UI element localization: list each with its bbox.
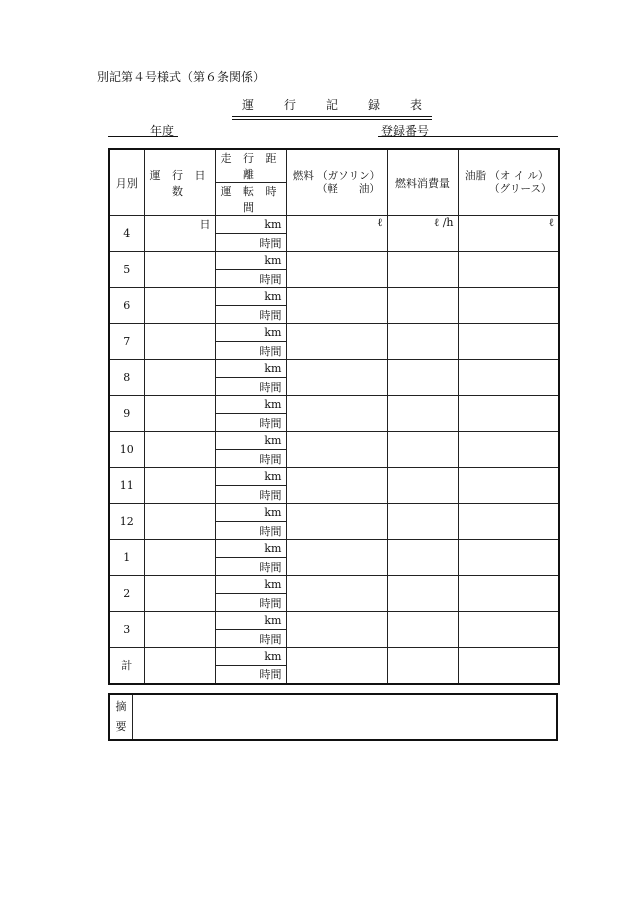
distance-cell[interactable] bbox=[215, 360, 286, 378]
days-cell[interactable] bbox=[144, 468, 215, 504]
days-cell[interactable] bbox=[144, 504, 215, 540]
days-cell[interactable] bbox=[144, 432, 215, 468]
time-cell[interactable] bbox=[215, 630, 286, 648]
header-distance: 走 行 距 離 bbox=[215, 149, 286, 183]
fuel-cell[interactable] bbox=[286, 612, 387, 648]
time-cell[interactable] bbox=[215, 378, 286, 396]
hours-unit: 時間 bbox=[259, 596, 282, 610]
memo-field[interactable] bbox=[133, 694, 558, 740]
fuel-cell[interactable] bbox=[286, 216, 387, 252]
consumption-cell[interactable] bbox=[387, 252, 458, 288]
month-label: 5 bbox=[109, 252, 144, 288]
hours-unit: 時間 bbox=[259, 380, 282, 394]
oil-cell[interactable] bbox=[458, 648, 559, 684]
time-cell[interactable] bbox=[215, 234, 286, 252]
days-cell[interactable] bbox=[144, 612, 215, 648]
fuel-cell[interactable] bbox=[286, 252, 387, 288]
consumption-cell[interactable] bbox=[387, 396, 458, 432]
km-unit: km bbox=[264, 290, 282, 303]
consumption-cell[interactable] bbox=[387, 648, 458, 684]
oil-cell[interactable] bbox=[458, 360, 559, 396]
header-time: 運 転 時 間 bbox=[215, 183, 286, 216]
header-days: 運 行 日 数 bbox=[144, 149, 215, 216]
hours-unit: 時間 bbox=[259, 272, 282, 286]
distance-cell[interactable] bbox=[215, 612, 286, 630]
km-unit: km bbox=[264, 218, 282, 231]
fiscal-year-field[interactable] bbox=[108, 122, 178, 137]
header-oil bbox=[458, 149, 559, 216]
registration-number-label: 登録番号 bbox=[381, 124, 430, 138]
header-fuel-line1: 燃料 （ガソリン） bbox=[292, 169, 381, 182]
fuel-cell[interactable] bbox=[286, 396, 387, 432]
oil-cell[interactable] bbox=[458, 612, 559, 648]
oil-liter-unit: ℓ bbox=[548, 216, 554, 229]
consumption-cell[interactable] bbox=[387, 432, 458, 468]
hours-unit: 時間 bbox=[259, 524, 282, 538]
month-label: 3 bbox=[109, 612, 144, 648]
distance-cell[interactable] bbox=[215, 468, 286, 486]
fuel-cell[interactable] bbox=[286, 504, 387, 540]
time-cell[interactable] bbox=[215, 342, 286, 360]
form-title bbox=[232, 96, 432, 120]
km-unit: km bbox=[264, 470, 282, 483]
consumption-cell[interactable] bbox=[387, 612, 458, 648]
fuel-cell[interactable] bbox=[286, 288, 387, 324]
days-cell[interactable] bbox=[144, 540, 215, 576]
month-label: 12 bbox=[109, 504, 144, 540]
distance-cell[interactable] bbox=[215, 648, 286, 666]
fuel-cell[interactable] bbox=[286, 468, 387, 504]
hours-unit: 時間 bbox=[259, 308, 282, 322]
memo-label: 摘 要 bbox=[109, 694, 133, 740]
km-unit: km bbox=[264, 650, 282, 663]
days-cell[interactable] bbox=[144, 360, 215, 396]
distance-cell[interactable] bbox=[215, 252, 286, 270]
title-char: 録 bbox=[367, 98, 380, 112]
memo-section bbox=[108, 693, 558, 741]
days-cell[interactable] bbox=[144, 252, 215, 288]
distance-cell[interactable] bbox=[215, 396, 286, 414]
consumption-cell[interactable] bbox=[387, 216, 458, 252]
time-cell[interactable] bbox=[215, 306, 286, 324]
day-unit: 日 bbox=[199, 218, 211, 231]
fiscal-year-label: 年度 bbox=[150, 124, 175, 138]
time-cell[interactable] bbox=[215, 270, 286, 288]
header-oil-line2: （グリース） bbox=[489, 182, 552, 195]
km-unit: km bbox=[264, 542, 282, 555]
time-cell[interactable] bbox=[215, 414, 286, 432]
distance-cell[interactable] bbox=[215, 324, 286, 342]
oil-cell[interactable] bbox=[458, 396, 559, 432]
fuel-cell[interactable] bbox=[286, 648, 387, 684]
month-label: 11 bbox=[109, 468, 144, 504]
fuel-cell[interactable] bbox=[286, 432, 387, 468]
month-label: 8 bbox=[109, 360, 144, 396]
distance-cell[interactable] bbox=[215, 504, 286, 522]
consumption-cell[interactable] bbox=[387, 324, 458, 360]
oil-cell[interactable] bbox=[458, 288, 559, 324]
consumption-cell[interactable] bbox=[387, 504, 458, 540]
time-cell[interactable] bbox=[215, 486, 286, 504]
time-cell[interactable] bbox=[215, 666, 286, 684]
month-label: 2 bbox=[109, 576, 144, 612]
month-label: 10 bbox=[109, 432, 144, 468]
km-unit: km bbox=[264, 434, 282, 447]
title-char: 行 bbox=[283, 98, 296, 112]
hours-unit: 時間 bbox=[259, 416, 282, 430]
liter-per-hour-unit: ℓ /h bbox=[433, 216, 454, 229]
km-unit: km bbox=[264, 506, 282, 519]
hours-unit: 時間 bbox=[259, 668, 282, 682]
oil-cell[interactable] bbox=[458, 576, 559, 612]
days-cell[interactable] bbox=[144, 288, 215, 324]
hours-unit: 時間 bbox=[259, 632, 282, 646]
consumption-cell[interactable] bbox=[387, 468, 458, 504]
time-cell[interactable] bbox=[215, 558, 286, 576]
km-unit: km bbox=[264, 578, 282, 591]
fuel-cell[interactable] bbox=[286, 576, 387, 612]
month-label: 計 bbox=[109, 648, 144, 684]
oil-cell[interactable] bbox=[458, 468, 559, 504]
time-cell[interactable] bbox=[215, 594, 286, 612]
consumption-cell[interactable] bbox=[387, 576, 458, 612]
month-label: 1 bbox=[109, 540, 144, 576]
form-caption: 別記第４号様式（第６条関係） bbox=[97, 70, 266, 84]
month-label: 4 bbox=[109, 216, 144, 252]
oil-cell[interactable] bbox=[458, 324, 559, 360]
km-unit: km bbox=[264, 326, 282, 339]
consumption-cell[interactable] bbox=[387, 540, 458, 576]
title-char: 表 bbox=[409, 98, 422, 112]
days-cell[interactable] bbox=[144, 576, 215, 612]
oil-cell[interactable] bbox=[458, 216, 559, 252]
days-cell[interactable] bbox=[144, 396, 215, 432]
header-fuel-line2: （軽 油） bbox=[316, 182, 380, 195]
oil-cell[interactable] bbox=[458, 504, 559, 540]
distance-cell[interactable] bbox=[215, 432, 286, 450]
distance-cell[interactable] bbox=[215, 288, 286, 306]
fuel-cell[interactable] bbox=[286, 324, 387, 360]
consumption-cell[interactable] bbox=[387, 288, 458, 324]
days-cell[interactable] bbox=[144, 648, 215, 684]
consumption-cell[interactable] bbox=[387, 360, 458, 396]
time-cell[interactable] bbox=[215, 522, 286, 540]
fuel-cell[interactable] bbox=[286, 540, 387, 576]
km-unit: km bbox=[264, 614, 282, 627]
days-cell[interactable] bbox=[144, 216, 215, 252]
hours-unit: 時間 bbox=[259, 344, 282, 358]
hours-unit: 時間 bbox=[259, 236, 282, 250]
hours-unit: 時間 bbox=[259, 560, 282, 574]
km-unit: km bbox=[264, 398, 282, 411]
title-char: 運 bbox=[242, 98, 255, 112]
month-label: 6 bbox=[109, 288, 144, 324]
title-char: 記 bbox=[325, 98, 338, 112]
operation-record-table bbox=[108, 148, 560, 685]
fuel-cell[interactable] bbox=[286, 360, 387, 396]
oil-cell[interactable] bbox=[458, 252, 559, 288]
oil-cell[interactable] bbox=[458, 540, 559, 576]
liter-unit: ℓ bbox=[377, 216, 383, 229]
km-unit: km bbox=[264, 362, 282, 375]
distance-cell[interactable] bbox=[215, 540, 286, 558]
header-oil-line1: 油脂 （オ イ ル） bbox=[465, 169, 549, 182]
days-cell[interactable] bbox=[144, 324, 215, 360]
hours-unit: 時間 bbox=[259, 452, 282, 466]
header-month: 月別 bbox=[109, 149, 144, 216]
time-cell[interactable] bbox=[215, 450, 286, 468]
month-label: 7 bbox=[109, 324, 144, 360]
month-label: 9 bbox=[109, 396, 144, 432]
distance-cell[interactable] bbox=[215, 216, 286, 234]
hours-unit: 時間 bbox=[259, 488, 282, 502]
header-consumption: 燃料消費量 bbox=[387, 149, 458, 216]
distance-cell[interactable] bbox=[215, 576, 286, 594]
header-fuel bbox=[286, 149, 387, 216]
oil-cell[interactable] bbox=[458, 432, 559, 468]
km-unit: km bbox=[264, 254, 282, 267]
registration-number-field[interactable] bbox=[378, 122, 558, 137]
